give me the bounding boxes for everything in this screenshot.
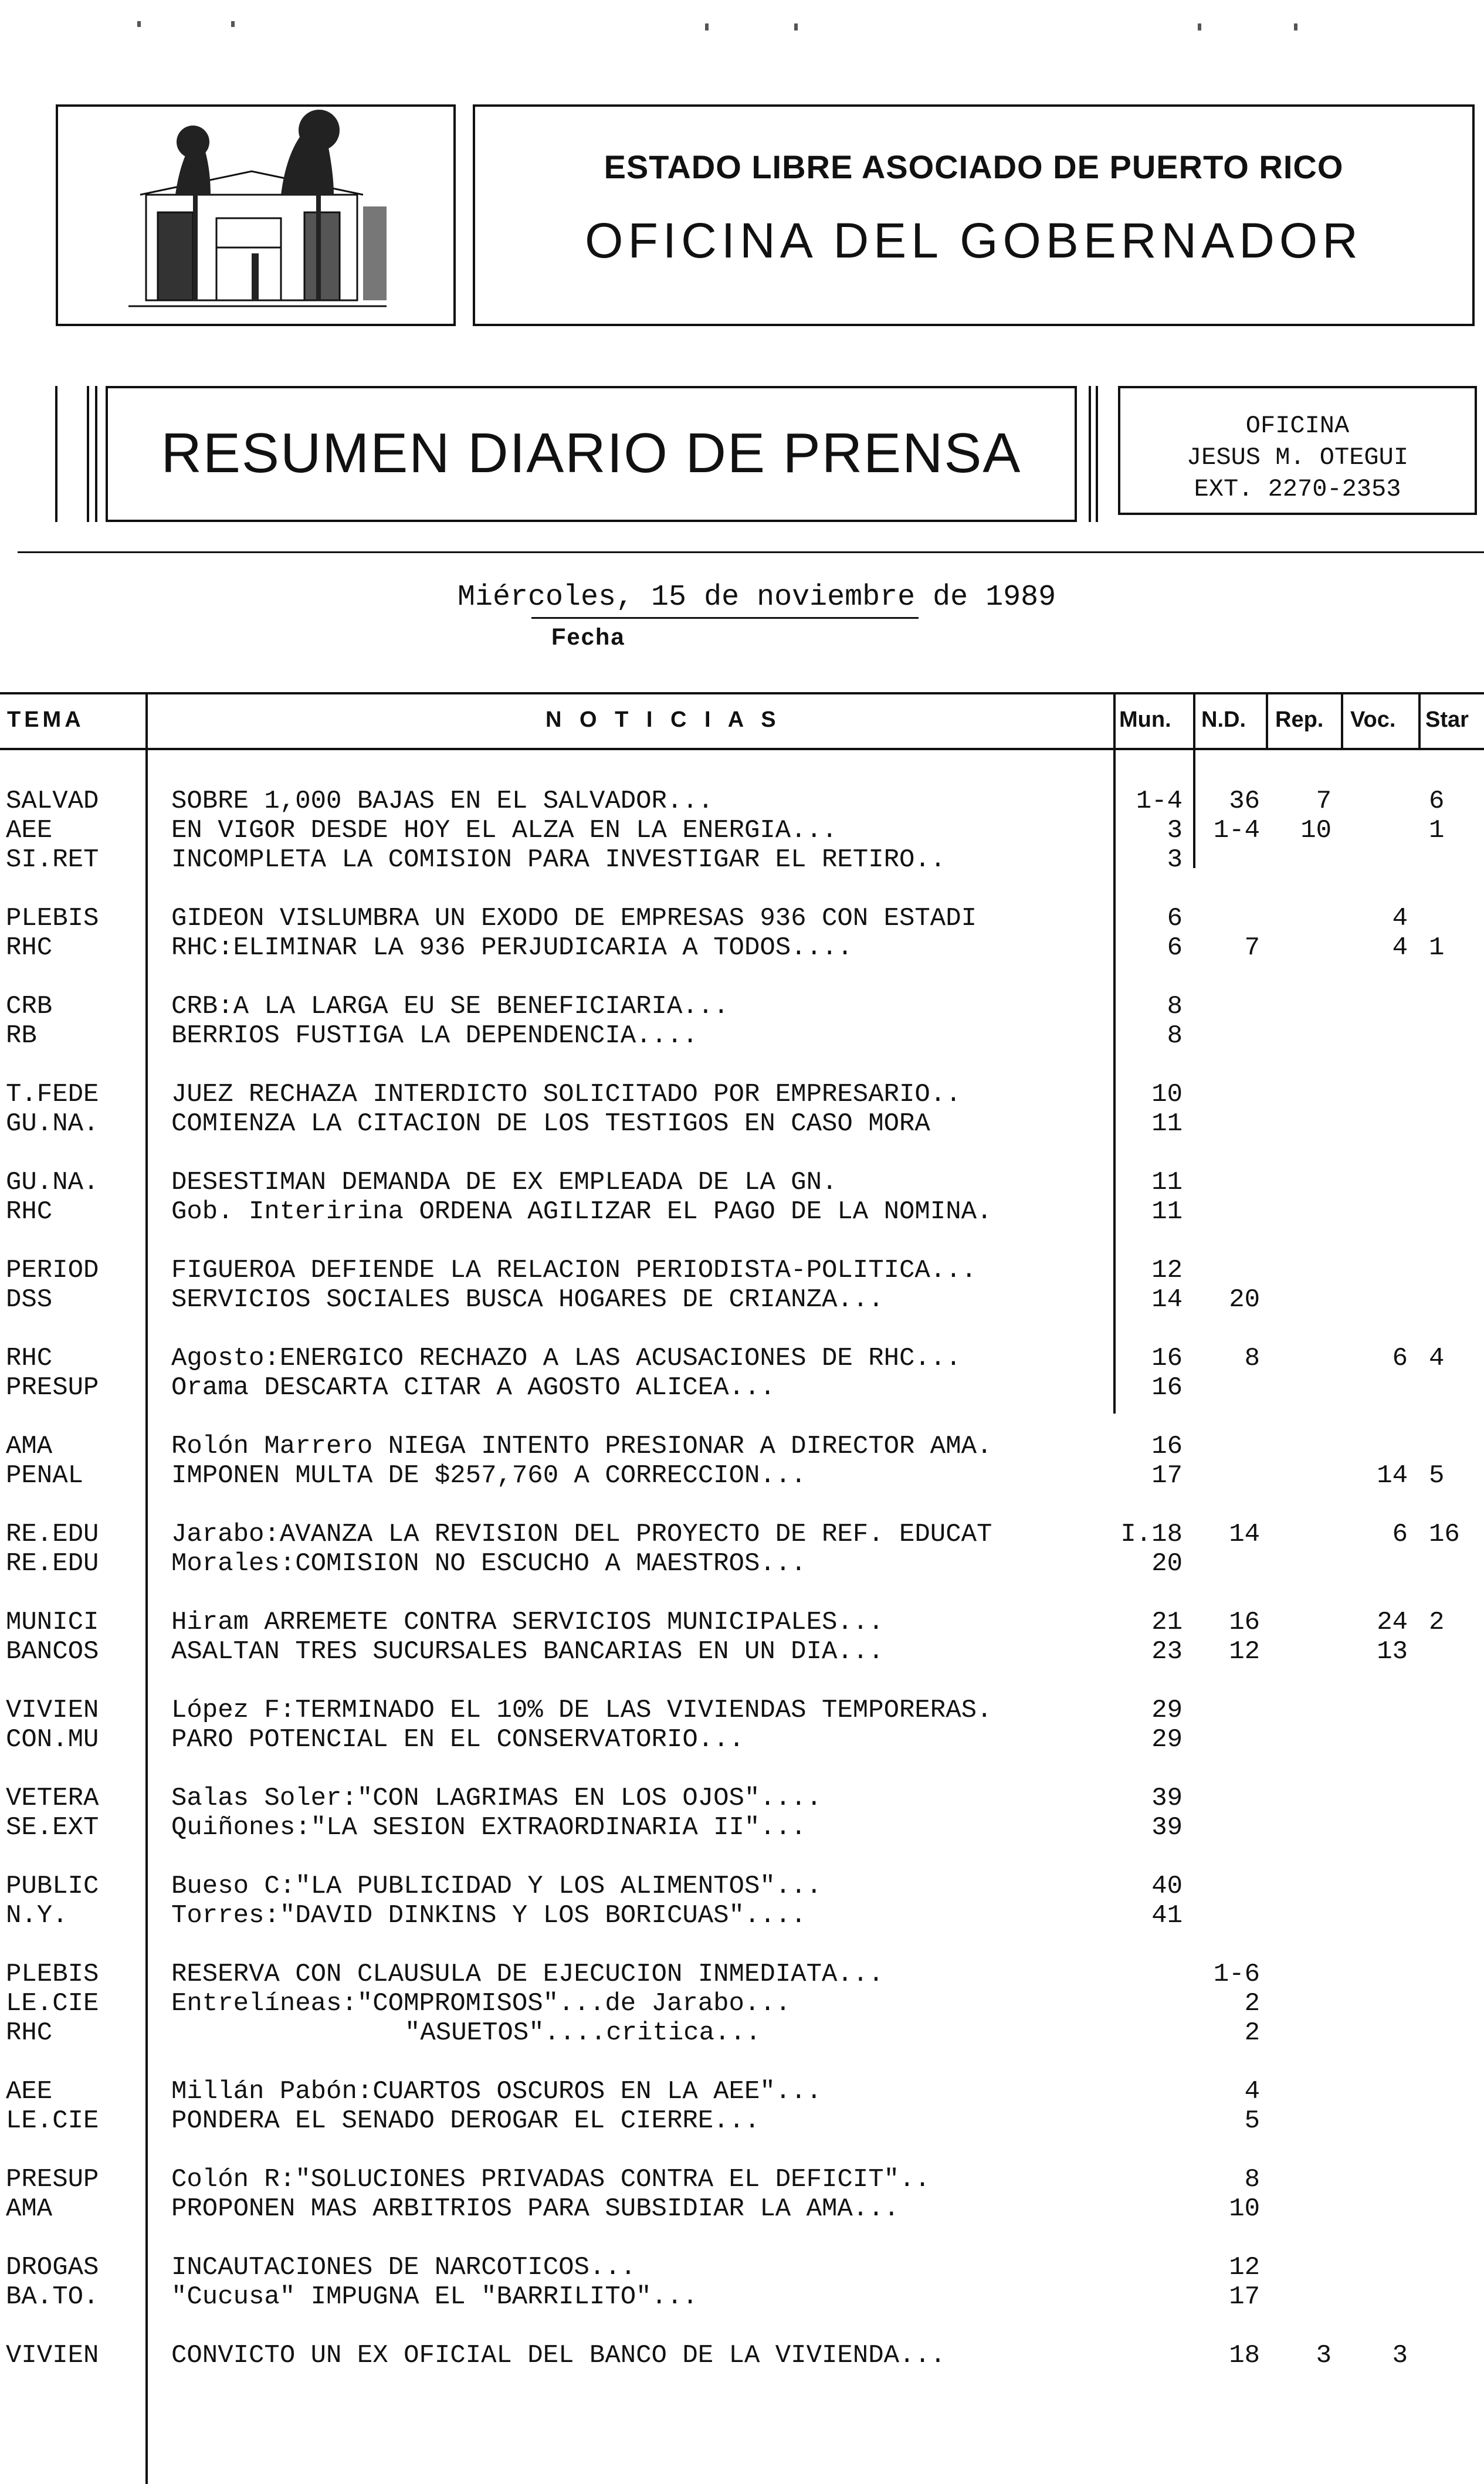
cell-tema: AEE	[6, 2077, 53, 2106]
cell-tema: PRESUP	[6, 1373, 99, 1402]
cell-nd: 5	[1244, 2106, 1260, 2136]
col-header-mun: Mun.	[1119, 707, 1171, 732]
cell-tema: GU.NA.	[6, 1168, 99, 1197]
cell-tema: AMA	[6, 2194, 53, 2224]
cell-mun: 41	[1151, 1901, 1183, 1930]
cell-voc: 6	[1392, 1520, 1408, 1549]
cell-tema: AEE	[6, 816, 53, 845]
cell-nd: 18	[1229, 2341, 1260, 2370]
col-header-voc: Voc.	[1350, 707, 1396, 732]
col-header-noticias: N O T I C I A S	[546, 707, 782, 732]
cell-tema: PERIOD	[6, 1256, 99, 1285]
cell-nd: 4	[1244, 2077, 1260, 2106]
cell-star: 1	[1429, 933, 1445, 963]
table-header-rule	[0, 748, 1484, 750]
cell-noticia: EN VIGOR DESDE HOY EL ALZA EN LA ENERGIA...	[171, 816, 838, 845]
cell-tema: VETERA	[6, 1784, 99, 1813]
banner-bar	[95, 386, 97, 522]
nd-divider	[1266, 692, 1268, 748]
tema-divider	[145, 692, 148, 2484]
cell-nd: 2	[1244, 1989, 1260, 2018]
letterhead-title-box	[473, 104, 1475, 326]
cell-voc: 4	[1392, 933, 1408, 963]
cell-star: 6	[1429, 787, 1445, 816]
cell-voc: 4	[1392, 904, 1408, 933]
cell-noticia: ASALTAN TRES SUCURSALES BANCARIAS EN UN DIA...	[171, 1637, 884, 1666]
cell-noticia: Millán Pabón:CUARTOS OSCUROS EN LA AEE"...	[171, 2077, 822, 2106]
cell-mun: 20	[1151, 1549, 1183, 1578]
cell-mun: 39	[1151, 1813, 1183, 1842]
cell-tema: LE.CIE	[6, 2106, 99, 2136]
cell-tema: AMA	[6, 1432, 53, 1461]
cell-noticia: Agosto:ENERGICO RECHAZO A LAS ACUSACIONES DE RHC...	[171, 1344, 961, 1373]
date-value: Miércoles, 15 de noviembre de 1989	[458, 581, 1056, 614]
cell-noticia: JUEZ RECHAZA INTERDICTO SOLICITADO POR EMPRESARIO..	[171, 1080, 961, 1109]
scan-mark	[1198, 23, 1201, 31]
cell-rep: 7	[1316, 787, 1331, 816]
table-top-rule	[0, 692, 1484, 694]
cell-voc: 14	[1377, 1461, 1408, 1490]
cell-nd: 8	[1244, 1344, 1260, 1373]
cell-nd: 36	[1229, 787, 1260, 816]
cell-nd: 14	[1229, 1520, 1260, 1549]
cell-tema: RE.EDU	[6, 1549, 99, 1578]
col-header-nd: N.D.	[1201, 707, 1246, 732]
cell-mun: 29	[1151, 1696, 1183, 1725]
cell-nd: 1-6	[1213, 1960, 1260, 1989]
cell-mun: 6	[1167, 933, 1183, 963]
cell-noticia: RHC:ELIMINAR LA 936 PERJUDICARIA A TODOS....	[171, 933, 853, 963]
cell-mun: 16	[1151, 1432, 1183, 1461]
cell-nd: 1-4	[1213, 816, 1260, 845]
cell-mun: 16	[1151, 1344, 1183, 1373]
cell-mun: 3	[1167, 816, 1183, 845]
cell-tema: DSS	[6, 1285, 53, 1314]
cell-star: 4	[1429, 1344, 1445, 1373]
cell-tema: LE.CIE	[6, 1989, 99, 2018]
scan-mark	[231, 21, 235, 27]
scan-mark	[705, 23, 709, 31]
cell-nd: 16	[1229, 1608, 1260, 1637]
cell-noticia: "ASUETOS"....critica...	[405, 2018, 761, 2048]
cell-mun: 17	[1151, 1461, 1183, 1490]
cell-noticia: IMPONEN MULTA DE $257,760 A CORRECCION...	[171, 1461, 807, 1490]
cell-mun: 10	[1151, 1080, 1183, 1109]
cell-star: 5	[1429, 1461, 1445, 1490]
cell-noticia: GIDEON VISLUMBRA UN EXODO DE EMPRESAS 936 CON ESTADI	[171, 904, 977, 933]
cell-nd: 7	[1244, 933, 1260, 963]
cell-tema: GU.NA.	[6, 1109, 99, 1138]
contact-extension: EXT. 2270-2353	[1194, 475, 1401, 503]
cell-mun: 39	[1151, 1784, 1183, 1813]
cell-noticia: Rolón Marrero NIEGA INTENTO PRESIONAR A DIRECTOR AMA.	[171, 1432, 992, 1461]
cell-noticia: Orama DESCARTA CITAR A AGOSTO ALICEA...	[171, 1373, 775, 1402]
scan-mark	[794, 23, 798, 31]
cell-tema: PENAL	[6, 1461, 84, 1490]
scan-mark	[1294, 23, 1297, 31]
cell-noticia: INCOMPLETA LA COMISION PARA INVESTIGAR EL RETIRO..	[171, 845, 946, 875]
cell-noticia: SOBRE 1,000 BAJAS EN EL SALVADOR...	[171, 787, 714, 816]
date-label: Fecha	[551, 624, 625, 650]
cell-tema: N.Y.	[6, 1901, 68, 1930]
building-illustration-icon	[58, 107, 453, 324]
government-name: ESTADO LIBRE ASOCIADO DE PUERTO RICO	[604, 148, 1344, 185]
cell-noticia: Entrelíneas:"COMPROMISOS"...de Jarabo...	[171, 1989, 791, 2018]
cell-noticia: Morales:COMISION NO ESCUCHO A MAESTROS...	[171, 1549, 807, 1578]
mun-divider	[1193, 692, 1195, 868]
cell-tema: SE.EXT	[6, 1813, 99, 1842]
contact-office: OFICINA	[1245, 412, 1350, 440]
cell-rep: 3	[1316, 2341, 1331, 2370]
cell-nd: 17	[1229, 2282, 1260, 2312]
cell-nd: 20	[1229, 1285, 1260, 1314]
cell-mun: 29	[1151, 1725, 1183, 1754]
col-header-tema: TEMA	[7, 707, 84, 732]
cell-nd: 12	[1229, 1637, 1260, 1666]
banner-bar	[55, 386, 57, 522]
cell-mun: 23	[1151, 1637, 1183, 1666]
cell-mun: 14	[1151, 1285, 1183, 1314]
cell-noticia: FIGUEROA DEFIENDE LA RELACION PERIODISTA-POLITICA...	[171, 1256, 977, 1285]
cell-mun: 8	[1167, 1021, 1183, 1050]
cell-noticia: CRB:A LA LARGA EU SE BENEFICIARIA...	[171, 992, 729, 1021]
col-header-rep: Rep.	[1275, 707, 1324, 732]
cell-voc: 24	[1377, 1608, 1408, 1637]
cell-tema: PLEBIS	[6, 904, 99, 933]
letterhead-image-box	[56, 104, 456, 326]
cell-noticia: Gob. Interirina ORDENA AGILIZAR EL PAGO DE LA NOMINA.	[171, 1197, 992, 1226]
cell-mun: I.18	[1120, 1520, 1183, 1549]
cell-noticia: Quiñones:"LA SESION EXTRAORDINARIA II"...	[171, 1813, 807, 1842]
date-underline	[531, 617, 919, 619]
cell-tema: PRESUP	[6, 2165, 99, 2194]
cell-noticia: INCAUTACIONES DE NARCOTICOS...	[171, 2253, 636, 2282]
cell-voc: 13	[1377, 1637, 1408, 1666]
cell-noticia: BERRIOS FUSTIGA LA DEPENDENCIA....	[171, 1021, 698, 1050]
cell-tema: SALVAD	[6, 787, 99, 816]
cell-nd: 10	[1229, 2194, 1260, 2224]
cell-tema: DROGAS	[6, 2253, 99, 2282]
cell-tema: VIVIEN	[6, 2341, 99, 2370]
cell-nd: 12	[1229, 2253, 1260, 2282]
cell-mun: 21	[1151, 1608, 1183, 1637]
cell-noticia: Bueso C:"LA PUBLICIDAD Y LOS ALIMENTOS"...	[171, 1872, 822, 1901]
office-name: OFICINA DEL GOBERNADOR	[585, 213, 1363, 268]
cell-nd: 2	[1244, 2018, 1260, 2048]
cell-mun: 3	[1167, 845, 1183, 875]
cell-mun: 11	[1151, 1109, 1183, 1138]
contact-box	[1118, 386, 1477, 515]
cell-tema: RHC	[6, 2018, 53, 2048]
cell-mun: 8	[1167, 992, 1183, 1021]
cell-noticia: Torres:"DAVID DINKINS Y LOS BORICUAS"....	[171, 1901, 807, 1930]
cell-noticia: CONVICTO UN EX OFICIAL DEL BANCO DE LA VIVIENDA...	[171, 2341, 946, 2370]
cell-tema: RHC	[6, 1197, 53, 1226]
scan-mark	[137, 21, 141, 27]
cell-tema: RB	[6, 1021, 37, 1050]
section-rule	[18, 551, 1484, 553]
cell-tema: SI.RET	[6, 845, 99, 875]
rep-divider	[1341, 692, 1343, 748]
cell-noticia: PARO POTENCIAL EN EL CONSERVATORIO...	[171, 1725, 744, 1754]
cell-noticia: Hiram ARREMETE CONTRA SERVICIOS MUNICIPALES...	[171, 1608, 884, 1637]
cell-tema: MUNICI	[6, 1608, 99, 1637]
cell-noticia: PROPONEN MAS ARBITRIOS PARA SUBSIDIAR LA AMA...	[171, 2194, 900, 2224]
cell-mun: 1-4	[1136, 787, 1183, 816]
cell-noticia: Colón R:"SOLUCIONES PRIVADAS CONTRA EL DEFICIT"..	[171, 2165, 930, 2194]
cell-tema: RE.EDU	[6, 1520, 99, 1549]
cell-star: 2	[1429, 1608, 1445, 1637]
cell-tema: T.FEDE	[6, 1080, 99, 1109]
cell-star: 16	[1429, 1520, 1460, 1549]
cell-nd: 8	[1244, 2165, 1260, 2194]
cell-tema: CON.MU	[6, 1725, 99, 1754]
col-header-star: Star	[1425, 707, 1469, 732]
cell-noticia: Jarabo:AVANZA LA REVISION DEL PROYECTO DE REF. EDUCAT	[171, 1520, 992, 1549]
cell-mun: 12	[1151, 1256, 1183, 1285]
cell-tema: RHC	[6, 1344, 53, 1373]
cell-mun: 40	[1151, 1872, 1183, 1901]
cell-mun: 11	[1151, 1197, 1183, 1226]
cell-tema: RHC	[6, 933, 53, 963]
cell-noticia: "Cucusa" IMPUGNA EL "BARRILITO"...	[171, 2282, 698, 2312]
cell-voc: 6	[1392, 1344, 1408, 1373]
cell-noticia: RESERVA CON CLAUSULA DE EJECUCION INMEDIATA...	[171, 1960, 884, 1989]
cell-tema: PLEBIS	[6, 1960, 99, 1989]
voc-divider	[1418, 692, 1421, 748]
cell-rep: 10	[1300, 816, 1331, 845]
cell-noticia: López F:TERMINADO EL 10% DE LAS VIVIENDAS TEMPORERAS.	[171, 1696, 992, 1725]
cell-tema: BANCOS	[6, 1637, 99, 1666]
banner-bar	[1096, 386, 1098, 522]
cell-noticia: COMIENZA LA CITACION DE LOS TESTIGOS EN CASO MORA	[171, 1109, 930, 1138]
cell-mun: 6	[1167, 904, 1183, 933]
cell-mun: 11	[1151, 1168, 1183, 1197]
cell-tema: VIVIEN	[6, 1696, 99, 1725]
cell-tema: CRB	[6, 992, 53, 1021]
banner-title-box	[106, 386, 1077, 522]
banner-title: RESUMEN DIARIO DE PRENSA	[161, 422, 1022, 484]
cell-voc: 3	[1392, 2341, 1408, 2370]
cell-noticia: PONDERA EL SENADO DEROGAR EL CIERRE...	[171, 2106, 760, 2136]
banner-bar	[87, 386, 89, 522]
banner-bar	[1089, 386, 1091, 522]
cell-mun: 16	[1151, 1373, 1183, 1402]
cell-tema: PUBLIC	[6, 1872, 99, 1901]
cell-noticia: DESESTIMAN DEMANDA DE EX EMPLEADA DE LA GN.	[171, 1168, 838, 1197]
contact-name: JESUS M. OTEGUI	[1186, 443, 1409, 472]
cell-star: 1	[1429, 816, 1445, 845]
cell-noticia: Salas Soler:"CON LAGRIMAS EN LOS OJOS"....	[171, 1784, 822, 1813]
cell-tema: BA.TO.	[6, 2282, 99, 2312]
cell-noticia: SERVICIOS SOCIALES BUSCA HOGARES DE CRIANZA...	[171, 1285, 884, 1314]
